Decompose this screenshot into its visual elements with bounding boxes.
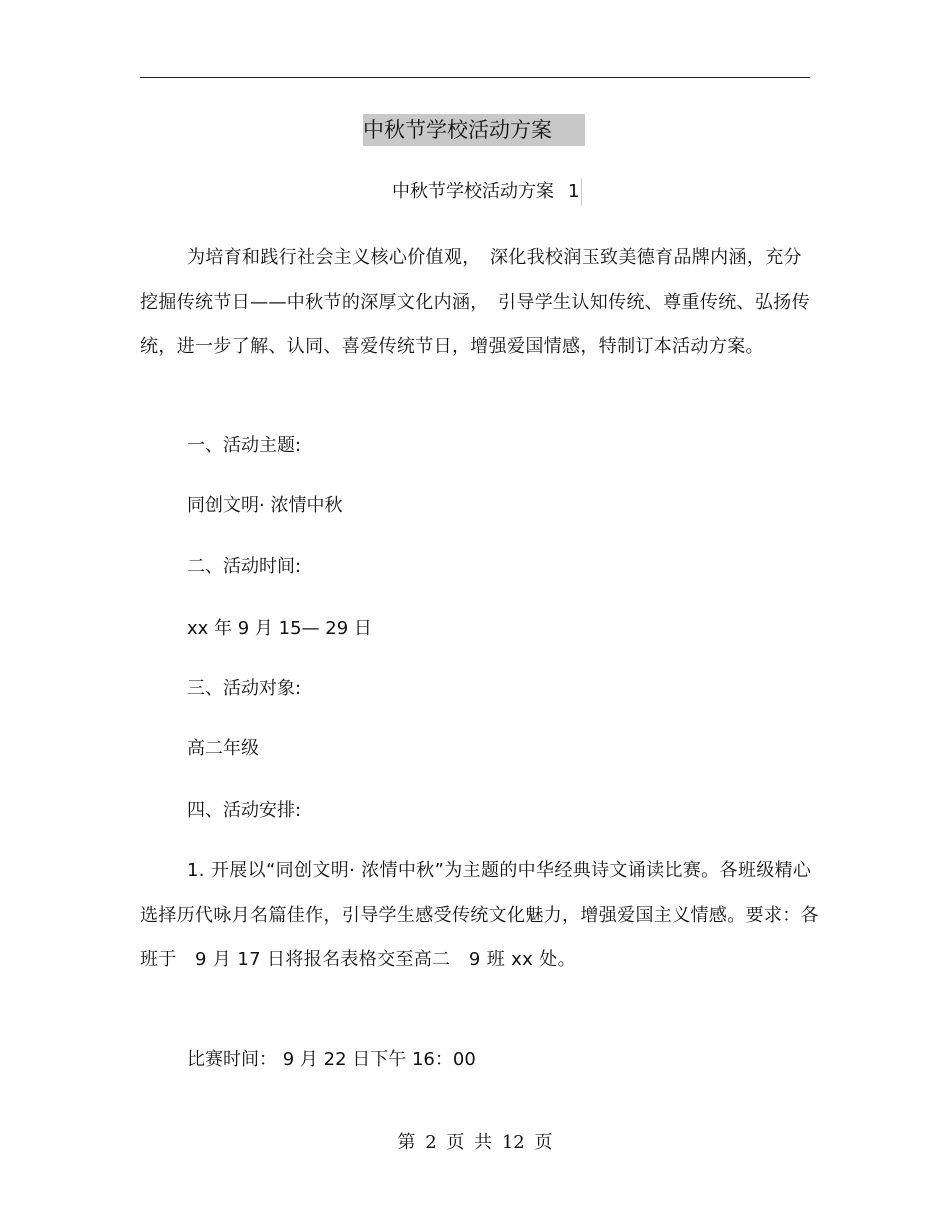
section-heading-theme: 一、活动主题: xyxy=(187,435,302,456)
section-heading-time: 二、活动时间: xyxy=(187,556,302,577)
section-content-audience: 高二年级 xyxy=(187,738,259,759)
section-content-theme: 同创文明· 浓情中秋 xyxy=(187,495,343,516)
document-subtitle xyxy=(392,178,582,206)
section-heading-audience: 三、活动对象: xyxy=(187,678,302,699)
competition-time: 比赛时间： 9 月 22 日下午 16：00 xyxy=(187,1049,476,1070)
schedule-item-1: 1. 开展以“同创文明· 浓情中秋”为主题的中华经典诗文诵读比赛。各班级精心选择历代咏月名篇佳作，引导学生感受传统文化魅力，增强爱国主义情感。要求：各班于 9 月 17 日将报名表格交至高二 9 班 xx 处。 xyxy=(140,860,819,971)
subtitle-number: 1 xyxy=(568,181,580,202)
page-footer: 第 2 页 共 12 页 xyxy=(397,1132,553,1153)
subtitle-text: 中秋节学校活动方案 xyxy=(392,181,554,202)
section-heading-schedule: 四、活动安排: xyxy=(187,800,302,821)
header-rule xyxy=(140,77,810,78)
intro-paragraph: 为培育和践行社会主义核心价值观， 深化我校润玉致美德育品牌内涵，充分挖掘传统节日——中秋节的深厚文化内涵， 引导学生认知传统、尊重传统、弘扬传统，进一步了解、认同、喜爱传统节日，增强爱国情感，特制订本活动方案。 xyxy=(140,247,810,358)
section-content-time: xx 年 9 月 15— 29 日 xyxy=(187,618,372,639)
document-title: 中秋节学校活动方案 xyxy=(363,114,585,146)
